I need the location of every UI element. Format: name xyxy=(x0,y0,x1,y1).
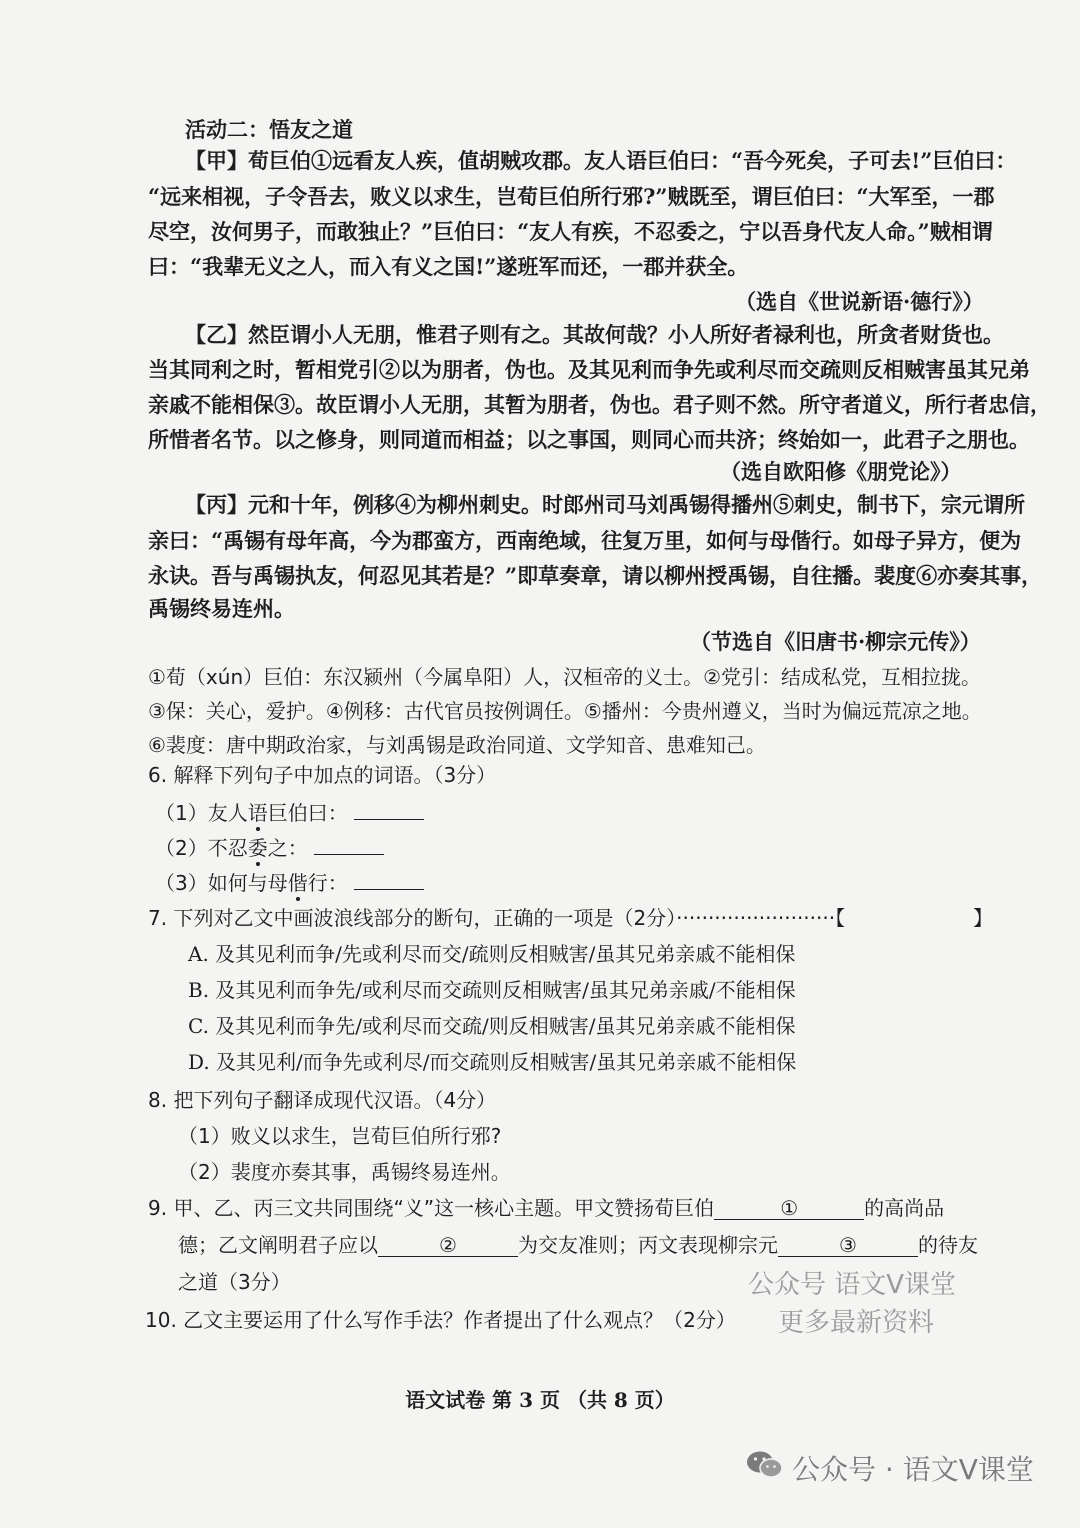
bing-source: （节选自《旧唐书·柳宗元传》） xyxy=(690,629,981,654)
yi-line-4: 所惜者名节。以之修身，则同道而相益；以之事国，则同心而共济；终始如一，此君子之朋也。 xyxy=(148,427,1030,452)
q9-line-2-mid: 为交友准则；丙文表现柳宗元 xyxy=(518,1233,778,1257)
bing-line-1: 【丙】元和十年，例移④为柳州刺史。时郎州司马刘禹锡得播州⑤刺史，制书下，宗元谓所 xyxy=(185,492,1025,517)
q6-answer-blank-1[interactable] xyxy=(354,799,424,820)
q8-item-1: （1）败义以求生，岂荀巨伯所行邪? xyxy=(178,1124,502,1148)
q7-option-d[interactable]: D. 及其见利/而争先或利尽/而交疏则反相贼害/虽其兄弟亲戚不能相保 xyxy=(188,1050,797,1074)
q9-line-1 xyxy=(148,1195,944,1221)
activity-title: 活动二：悟友之道 xyxy=(185,118,353,142)
notes-line-2: ③保：关心，爱护。④例移：古代官员按例调任。⑤播州：今贵州遵义，当时为偏远荒凉之地。 xyxy=(148,699,982,723)
watermark-line-2: 更多最新资料 xyxy=(778,1308,935,1338)
q7-option-b[interactable]: B. 及其见利而争先/或利尽而交疏则反相贼害/虽其兄弟亲戚/不能相保 xyxy=(188,978,796,1002)
q6-item-1-pre: （1）友人 xyxy=(155,801,248,825)
q9-line-1-tail: 的高尚品 xyxy=(864,1196,945,1220)
q6-item-1-post: 巨伯曰： xyxy=(267,801,348,825)
jia-line-1: 【甲】荀巨伯①远看友人疾，值胡贼攻郡。友人语巨伯曰：“吾今死矣，子可去!”巨伯曰： xyxy=(185,148,1017,173)
jia-line-2: “远来相视，子令吾去，败义以求生，岂荀巨伯所行邪?”贼既至，谓巨伯曰：“大军至，一郡 xyxy=(148,184,995,209)
q9-line-1-text: 9. 甲、乙、丙三文共同围绕“义”这一核心主题。甲文赞扬荀巨伯 xyxy=(148,1196,715,1220)
q6-item-1 xyxy=(155,799,424,826)
wechat-icon xyxy=(745,1449,785,1481)
q9-line-2 xyxy=(178,1232,978,1258)
q10-stem: 10. 乙文主要运用了什么写作手法？作者提出了什么观点？（2分） xyxy=(145,1308,736,1332)
yi-line-3: 亲戚不能相保③。故臣谓小人无朋，其暂为朋者，伪也。君子则不然。所守者道义，所行者忠信， xyxy=(148,392,1051,417)
yi-line-2: 当其同利之时，暂相党引②以为朋者，伪也。及其见利而争先或利尽而交疏则反相贼害虽其兄弟 xyxy=(148,357,1030,382)
bing-line-3: 永诀。吾与禹锡执友，何忍见其若是？”即草奏章，请以柳州授禹锡，自往播。裴度⑥亦奏其事， xyxy=(148,563,1043,588)
notes-line-3: ⑥裴度：唐中期政治家，与刘禹锡是政治同道、文学知音、患难知己。 xyxy=(148,733,766,757)
bing-line-4: 禹锡终易连州。 xyxy=(148,596,295,621)
q6-item-1-dotted-word: 语 xyxy=(247,801,268,825)
watermark-bottom: 公众号 · 语文V课堂 xyxy=(792,1453,1034,1486)
q6-item-3 xyxy=(155,869,424,896)
watermark-line-1: 公众号 语文V课堂 xyxy=(748,1270,957,1300)
q9-blank-3[interactable]: ③ xyxy=(778,1232,918,1257)
q8-stem: 8. 把下列句子翻译成现代汉语。（4分） xyxy=(148,1088,497,1112)
jia-line-3: 尽空，汝何男子，而敢独止？”巨伯曰：“友人有疾，不忍委之，宁以吾身代友人命。”贼相谓 xyxy=(148,219,993,244)
q6-answer-blank-3[interactable] xyxy=(354,869,424,890)
q7-option-c[interactable]: C. 及其见利而争先/或利尽而交疏/则反相贼害/虽其兄弟亲戚不能相保 xyxy=(188,1014,796,1038)
q6-item-3-pre: （3）如何与母 xyxy=(155,871,288,895)
q6-stem: 6. 解释下列句子中加点的词语。（3分） xyxy=(148,763,497,787)
page-footer: 语文试卷 第 3 页 （共 8 页） xyxy=(405,1388,675,1412)
notes-line-1: ①荀（xún）巨伯：东汉颍州（今属阜阳）人，汉桓帝的义士。②党引：结成私党，互相拉拢。 xyxy=(148,665,982,689)
q7-option-a[interactable]: A. 及其见利而争/先或利尽而交/疏则反相贼害/虽其兄弟亲戚不能相保 xyxy=(188,942,796,966)
q7-stem: 7. 下列对乙文中画波浪线部分的断句，正确的一项是（2分）·························【 xyxy=(148,906,846,930)
jia-line-4: 曰：“我辈无义之人，而入有义之国!”遂班军而还，一郡并获全。 xyxy=(148,254,749,279)
q9-line-3: 之道（3分） xyxy=(178,1270,291,1294)
bing-line-2: 亲曰：“禹锡有母年高，今为郡蛮方，西南绝域，往复万里，如何与母偕行。如母子异方，便为 xyxy=(148,528,1022,553)
q9-blank-2[interactable]: ② xyxy=(378,1232,518,1257)
yi-line-1: 【乙】然臣谓小人无朋，惟君子则有之。其故何哉？小人所好者禄利也，所贪者财货也。 xyxy=(185,322,1004,347)
q9-line-2-text: 德；乙文阐明君子应以 xyxy=(178,1233,378,1257)
q9-blank-1[interactable]: ① xyxy=(714,1195,864,1220)
q6-item-3-post: 行： xyxy=(307,871,348,895)
q6-item-2 xyxy=(155,834,384,861)
yi-source: （选自欧阳修《朋党论》） xyxy=(720,459,962,484)
q7-answer-bracket-close[interactable]: 】 xyxy=(973,906,993,930)
q6-item-2-pre: （2）不忍 xyxy=(155,836,248,860)
q9-line-2-tail: 的待友 xyxy=(918,1233,978,1257)
q6-item-3-dotted-word: 偕 xyxy=(287,871,308,895)
q6-item-2-dotted-word: 委 xyxy=(247,836,268,860)
q6-item-2-post: 之： xyxy=(267,836,308,860)
q8-item-2: （2）裴度亦奏其事，禹锡终易连州。 xyxy=(178,1160,511,1184)
jia-source: （选自《世说新语·德行》） xyxy=(735,289,984,314)
q6-answer-blank-2[interactable] xyxy=(314,834,384,855)
